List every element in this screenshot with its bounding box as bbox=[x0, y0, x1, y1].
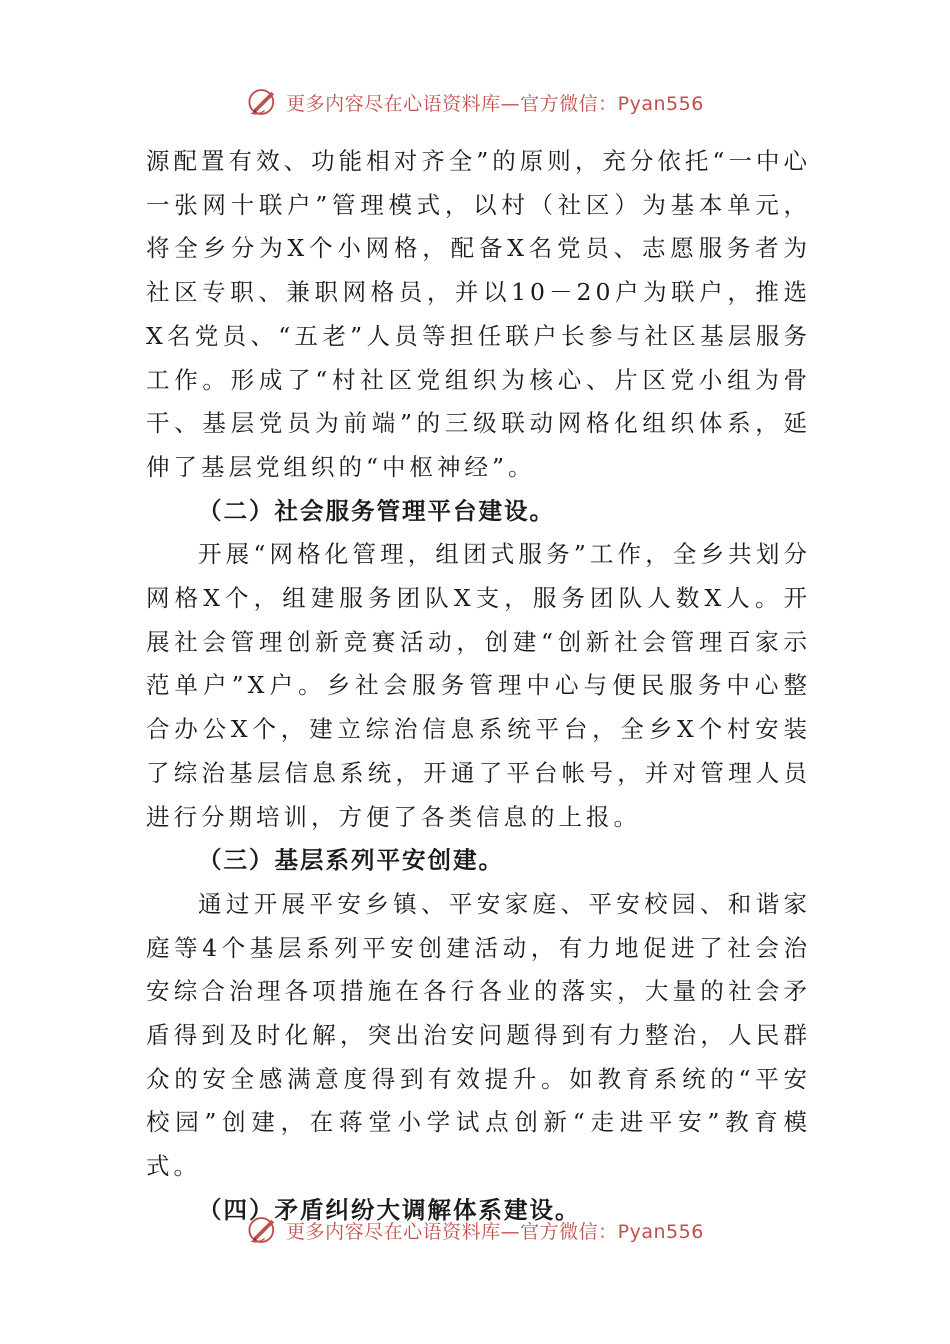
document-body bbox=[146, 140, 811, 1233]
section-heading-2: （二）社会服务管理平台建设。 bbox=[198, 496, 555, 525]
section-heading-3: （三）基层系列平安创建。 bbox=[198, 846, 504, 875]
header-watermark-banner bbox=[0, 82, 950, 122]
section-heading-4: （四）矛盾纠纷大调解体系建设。 bbox=[198, 1195, 581, 1224]
footer-watermark-banner bbox=[0, 1210, 950, 1250]
body-paragraph: 通过开展平安乡镇、平安家庭、平安校园、和谐家庭等4个基层系列平安创建活动，有力地促进了社会治安综合治理各项措施在各行各业的落实，大量的社会矛盾得到及时化解，突出治安问题得到有力整治，人民群众的安全感满意度得到有效提升。如教育系统的“平安校园”创建，在蒋堂小学试点创新“走进平安”教育模式。 bbox=[146, 889, 811, 1181]
footer-watermark-text: 更多内容尽在心语资料库—官方微信：Pyan556 bbox=[286, 1220, 704, 1243]
body-paragraph: 开展“网格化管理，组团式服务”工作，全乡共划分网格X个，组建服务团队X支，服务团队人数X人。开展社会管理创新竞赛活动，创建“创新社会管理百家示范单户”X户。乡社会服务管理中心与便民服务中心整合办公X个，建立综治信息系统平台，全乡X个村安装了综治基层信息系统，开通了平台帐号，并对管理人员进行分期培训，方便了各类信息的上报。 bbox=[146, 540, 811, 831]
body-paragraph: 源配置有效、功能相对齐全”的原则，充分依托“一中心一张网十联户”管理模式，以村（社区）为基本单元，将全乡分为X个小网格，配备X名党员、志愿服务者为社区专职、兼职网格员，并以10－20户为联户，推选X名党员、“五老”人员等担任联户长参与社区基层服务工作。形成了“村社区党组织为核心、片区党小组为骨干、基层党员为前端”的三级联动网格化组织体系，延伸了基层党组织的“中枢神经”。 bbox=[146, 147, 811, 481]
pen-logo-icon bbox=[246, 1213, 280, 1247]
header-watermark-text: 更多内容尽在心语资料库—官方微信：Pyan556 bbox=[286, 92, 704, 115]
pen-logo-icon bbox=[246, 85, 280, 119]
